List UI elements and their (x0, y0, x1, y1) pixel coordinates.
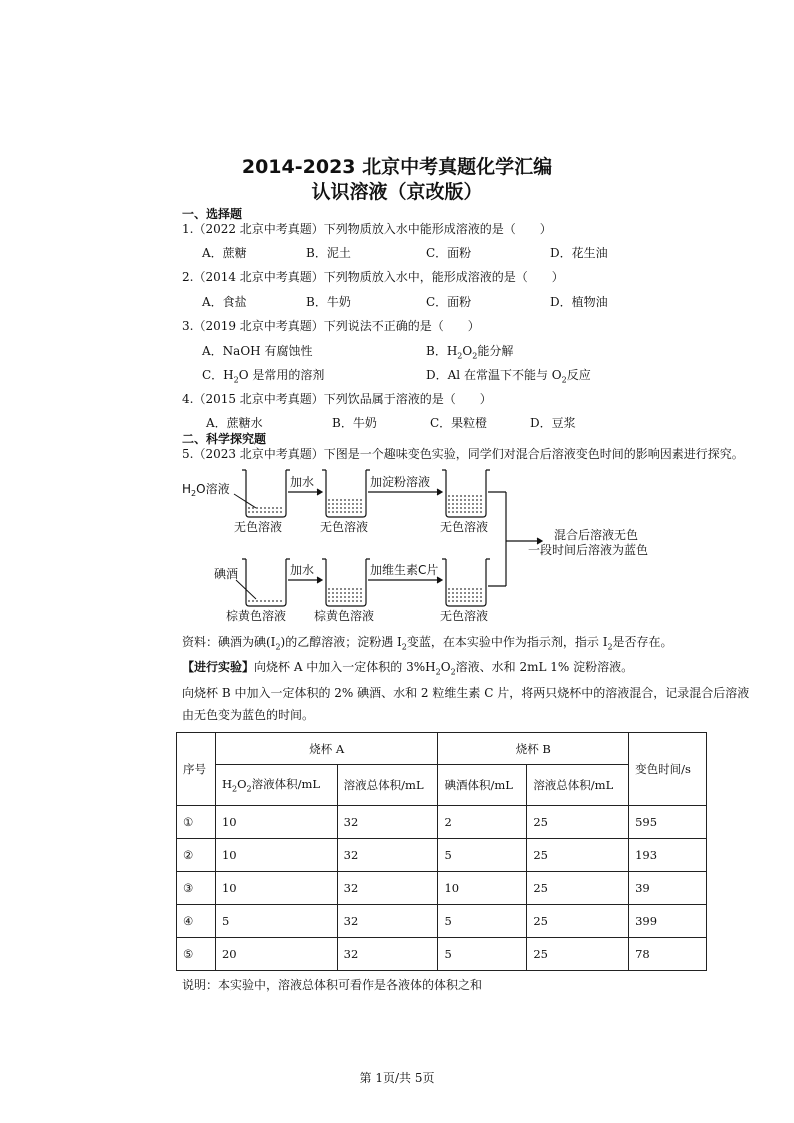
results-table (176, 732, 707, 971)
h2o2-solution-label: $H_2O$溶液 (182, 482, 230, 498)
label-brown-2: 棕黄色溶液 (314, 609, 375, 623)
table-row (177, 872, 707, 905)
q2-option-b: B．牛奶 (306, 295, 351, 309)
header-a-h2o2-volume: $H_2O_2$溶液体积/mL (215, 765, 337, 806)
cell: 32 (337, 839, 438, 872)
q4-option-c: C．果粒橙 (430, 416, 488, 430)
cell: 25 (527, 872, 629, 905)
header-time: 变色时间/s (629, 733, 707, 806)
label-colorless-1: 无色溶液 (234, 520, 283, 534)
table-row (177, 905, 707, 938)
table-row (177, 839, 707, 872)
q4-option-d: D．豆浆 (530, 416, 576, 430)
experiment-diagram (176, 462, 676, 627)
label-colorless-3: 无色溶液 (440, 520, 489, 534)
table-row (177, 806, 707, 839)
cell: 10 (215, 872, 337, 905)
q3-option-a: A．NaOH 有腐蚀性 (202, 344, 313, 358)
cell: 5 (438, 938, 527, 971)
cell: 25 (527, 905, 629, 938)
cell: 25 (527, 938, 629, 971)
liquid-bottom-3 (448, 589, 484, 601)
cell: 5 (438, 839, 527, 872)
q1-option-c: C．面粉 (426, 246, 472, 260)
cell: 399 (629, 905, 707, 938)
page-title: 2014-2023 北京中考真题化学汇编 (241, 156, 553, 178)
arrow-add-water-bottom (288, 577, 322, 583)
arrow-add-starch (368, 489, 442, 495)
header-b-total: 溶液总体积/mL (527, 765, 629, 806)
label-add-vitc: 加维生素C片 (370, 563, 439, 577)
beaker-top-3 (442, 470, 490, 517)
q4-option-b: B．牛奶 (332, 416, 377, 430)
cell: 25 (527, 806, 629, 839)
question-4-stem: 4.（2015 北京中考真题）下列饮品属于溶液的是（ ） (182, 392, 492, 406)
cell: 595 (629, 806, 707, 839)
liquid-top-2 (328, 500, 364, 512)
label-brown-1: 棕黄色溶液 (226, 609, 287, 623)
cell: ⑤ (177, 938, 216, 971)
q1-option-d: D．花生油 (550, 246, 608, 260)
q1-option-b: B．泥土 (306, 246, 351, 260)
cell: 10 (215, 806, 337, 839)
pointer-h2o2 (234, 494, 256, 508)
question-3-stem: 3.（2019 北京中考真题）下列说法不正确的是（ ） (182, 319, 480, 333)
section-heading-choice: 一、选择题 (182, 207, 243, 221)
cell: ② (177, 839, 216, 872)
header-beaker-b: 烧杯 B (438, 733, 629, 765)
q1-option-a: A．蔗糖 (202, 246, 247, 260)
cell: 32 (337, 938, 438, 971)
result-line-2: 一段时间后溶液为蓝色 (528, 543, 649, 557)
question-1-stem: 1.（2022 北京中考真题）下列物质放入水中能形成溶液的是（ ） (182, 222, 552, 236)
cell: 78 (629, 938, 707, 971)
cell: 25 (527, 839, 629, 872)
q2-option-d: D．植物油 (550, 295, 608, 309)
beaker-top-2 (322, 470, 370, 517)
cell: 32 (337, 806, 438, 839)
q3-option-c: C．$H_2O$ 是常用的溶剂 (202, 368, 325, 385)
cell: 193 (629, 839, 707, 872)
cell: 2 (438, 806, 527, 839)
q3-option-d: D．Al 在常温下不能与 $O_2$反应 (426, 368, 591, 385)
experiment-step-b-line1: 向烧杯 B 中加入一定体积的 2% 碘酒、水和 2 粒维生素 C 片，将两只烧杯中的溶液混合，记录混合后溶液 (182, 686, 750, 700)
table-note: 说明：本实验中，溶液总体积可看作是各液体的体积之和 (182, 978, 483, 992)
arrow-add-vitc (368, 577, 442, 583)
cell: 5 (438, 905, 527, 938)
cell: 32 (337, 905, 438, 938)
cell: ③ (177, 872, 216, 905)
question-5-stem: 5.（2023 北京中考真题）下图是一个趣味变色实验，同学们对混合后溶液变色时间的影响因素进行探究。 (182, 447, 744, 461)
beaker-bottom-1 (242, 559, 290, 606)
cell: ① (177, 806, 216, 839)
label-add-water-top: 加水 (290, 475, 315, 489)
cell: 5 (215, 905, 337, 938)
cell: 10 (438, 872, 527, 905)
iodine-label: 碘酒 (214, 567, 239, 581)
beaker-bottom-2 (322, 559, 370, 606)
result-line-1: 混合后溶液无色 (554, 528, 639, 542)
q2-option-a: A．食盐 (202, 295, 247, 309)
experiment-step-b-line2: 由无色变为蓝色的时间。 (182, 708, 315, 722)
experiment-step-a: 【进行实验】向烧杯 A 中加入一定体积的 $3\%H_2O_2$溶液、水和 2mL 1% 淀粉溶液。 (182, 660, 634, 677)
cell: 32 (337, 872, 438, 905)
section-heading-inquiry: 二、科学探究题 (182, 432, 267, 446)
page-number: 第 1页/共 5页 (359, 1071, 435, 1085)
liquid-top-1 (248, 508, 284, 512)
label-add-starch: 加淀粉溶液 (370, 475, 431, 489)
q4-option-a: A．蔗糖水 (206, 416, 263, 430)
cell: ④ (177, 905, 216, 938)
header-index: 序号 (177, 733, 216, 806)
label-add-water-bottom: 加水 (290, 563, 315, 577)
beaker-bottom-3 (442, 559, 490, 606)
merge-bracket (488, 492, 542, 586)
label-colorless-2: 无色溶液 (320, 520, 369, 534)
material-note: 资料：碘酒为碘$(I_2)$的乙醇溶液；淀粉遇 $I_2$变蓝，在本实验中作为指示剂，指示 $I_2$是否存在。 (182, 635, 673, 652)
cell: 10 (215, 839, 337, 872)
header-beaker-a: 烧杯 A (215, 733, 438, 765)
cell: 20 (215, 938, 337, 971)
table-row (177, 938, 707, 971)
header-b-iodine: 碘酒体积/mL (438, 765, 527, 806)
q3-option-b: B．$H_2O_2$能分解 (426, 344, 514, 361)
header-a-total: 溶液总体积/mL (337, 765, 438, 806)
cell: 39 (629, 872, 707, 905)
question-2-stem: 2.（2014 北京中考真题）下列物质放入水中，能形成溶液的是（ ） (182, 270, 564, 284)
q2-option-c: C．面粉 (426, 295, 472, 309)
page-subtitle: 认识溶液（京改版） (311, 181, 483, 203)
liquid-top-3 (448, 496, 484, 512)
liquid-bottom-2 (328, 589, 364, 601)
label-colorless-4: 无色溶液 (440, 609, 489, 623)
arrow-add-water-top (288, 489, 322, 495)
beaker-top-1 (242, 470, 290, 517)
